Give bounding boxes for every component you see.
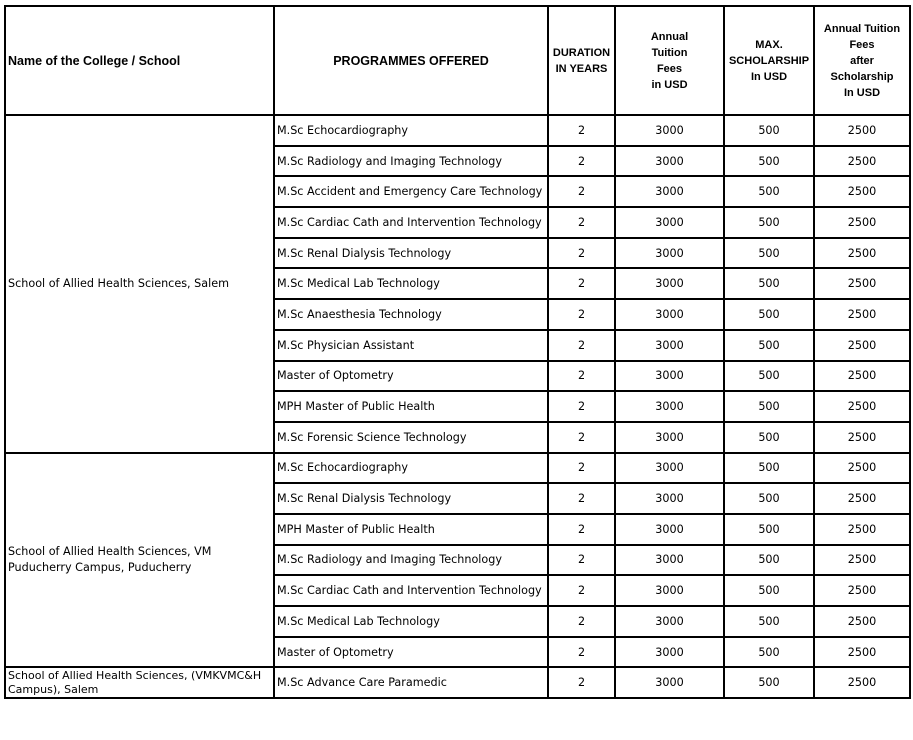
duration-cell: 2 bbox=[548, 115, 615, 146]
tuition-fees-cell: 3000 bbox=[615, 146, 724, 177]
tuition-fees-cell: 3000 bbox=[615, 330, 724, 361]
header-college: Name of the College / School bbox=[5, 6, 274, 115]
programme-cell: M.Sc Renal Dialysis Technology bbox=[274, 483, 548, 514]
programme-cell: M.Sc Echocardiography bbox=[274, 115, 548, 146]
fees-after-scholarship-cell: 2500 bbox=[814, 330, 910, 361]
fees-after-scholarship-cell: 2500 bbox=[814, 606, 910, 637]
scholarship-cell: 500 bbox=[724, 637, 814, 668]
header-text: MAX. bbox=[755, 38, 783, 51]
fees-after-scholarship-cell: 2500 bbox=[814, 637, 910, 668]
fees-after-scholarship-cell: 2500 bbox=[814, 176, 910, 207]
programme-cell: M.Sc Forensic Science Technology bbox=[274, 422, 548, 453]
header-text: In USD bbox=[750, 70, 788, 83]
header-fees bbox=[615, 6, 724, 115]
scholarship-cell: 500 bbox=[724, 514, 814, 545]
duration-cell: 2 bbox=[548, 453, 615, 484]
header-text: Annual bbox=[650, 30, 689, 43]
tuition-fees-cell: 3000 bbox=[615, 238, 724, 269]
header-text: Annual Tuition bbox=[823, 22, 901, 35]
scholarship-cell: 500 bbox=[724, 606, 814, 637]
programme-cell: M.Sc Medical Lab Technology bbox=[274, 606, 548, 637]
header-text: in USD bbox=[651, 78, 688, 91]
fees-after-scholarship-cell: 2500 bbox=[814, 391, 910, 422]
fees-after-scholarship-cell: 2500 bbox=[814, 299, 910, 330]
tuition-fees-cell: 3000 bbox=[615, 606, 724, 637]
duration-cell: 2 bbox=[548, 575, 615, 606]
duration-cell: 2 bbox=[548, 361, 615, 392]
scholarship-cell: 500 bbox=[724, 146, 814, 177]
duration-cell: 2 bbox=[548, 238, 615, 269]
fees-after-scholarship-cell: 2500 bbox=[814, 238, 910, 269]
header-text: Tuition bbox=[651, 46, 688, 59]
duration-cell: 2 bbox=[548, 299, 615, 330]
fees-after-scholarship-cell: 2500 bbox=[814, 207, 910, 238]
tuition-fees-cell: 3000 bbox=[615, 207, 724, 238]
programme-cell: M.Sc Medical Lab Technology bbox=[274, 268, 548, 299]
tuition-fees-cell: 3000 bbox=[615, 667, 724, 698]
tuition-fees-cell: 3000 bbox=[615, 545, 724, 576]
scholarship-cell: 500 bbox=[724, 176, 814, 207]
duration-cell: 2 bbox=[548, 545, 615, 576]
programme-cell: MPH Master of Public Health bbox=[274, 514, 548, 545]
header-text: Scholarship bbox=[830, 70, 894, 83]
fees-after-scholarship-cell: 2500 bbox=[814, 483, 910, 514]
tuition-fees-cell: 3000 bbox=[615, 176, 724, 207]
college-name-cell: School of Allied Health Sciences, (VMKVMC&H Campus), Salem bbox=[5, 667, 274, 698]
fees-after-scholarship-cell: 2500 bbox=[814, 453, 910, 484]
tuition-fees-cell: 3000 bbox=[615, 637, 724, 668]
duration-cell: 2 bbox=[548, 391, 615, 422]
programme-cell: Master of Optometry bbox=[274, 637, 548, 668]
scholarship-cell: 500 bbox=[724, 545, 814, 576]
programme-cell: M.Sc Physician Assistant bbox=[274, 330, 548, 361]
fees-after-scholarship-cell: 2500 bbox=[814, 514, 910, 545]
tuition-fees-cell: 3000 bbox=[615, 391, 724, 422]
fees-after-scholarship-cell: 2500 bbox=[814, 667, 910, 698]
college-name-cell: School of Allied Health Sciences, Salem bbox=[5, 115, 274, 453]
programme-cell: M.Sc Echocardiography bbox=[274, 453, 548, 484]
table-row bbox=[5, 115, 910, 146]
tuition-fees-cell: 3000 bbox=[615, 268, 724, 299]
scholarship-cell: 500 bbox=[724, 361, 814, 392]
duration-cell: 2 bbox=[548, 268, 615, 299]
duration-cell: 2 bbox=[548, 667, 615, 698]
programme-cell: Master of Optometry bbox=[274, 361, 548, 392]
tuition-fees-cell: 3000 bbox=[615, 483, 724, 514]
header-text: after bbox=[850, 54, 874, 67]
duration-cell: 2 bbox=[548, 146, 615, 177]
tuition-fees-cell: 3000 bbox=[615, 422, 724, 453]
header-duration bbox=[548, 6, 615, 115]
scholarship-cell: 500 bbox=[724, 330, 814, 361]
scholarship-cell: 500 bbox=[724, 575, 814, 606]
duration-cell: 2 bbox=[548, 514, 615, 545]
header-text: IN YEARS bbox=[555, 62, 608, 75]
duration-cell: 2 bbox=[548, 207, 615, 238]
fees-after-scholarship-cell: 2500 bbox=[814, 422, 910, 453]
college-name-cell: School of Allied Health Sciences, VM Puducherry Campus, Puducherry bbox=[5, 453, 274, 668]
scholarship-cell: 500 bbox=[724, 483, 814, 514]
scholarship-cell: 500 bbox=[724, 391, 814, 422]
fees-after-scholarship-cell: 2500 bbox=[814, 146, 910, 177]
header-text: In USD bbox=[843, 86, 881, 99]
tuition-fees-cell: 3000 bbox=[615, 361, 724, 392]
programme-cell: M.Sc Advance Care Paramedic bbox=[274, 667, 548, 698]
duration-cell: 2 bbox=[548, 176, 615, 207]
programme-cell: M.Sc Accident and Emergency Care Technology bbox=[274, 176, 548, 207]
fees-after-scholarship-cell: 2500 bbox=[814, 575, 910, 606]
programme-cell: M.Sc Cardiac Cath and Intervention Technology bbox=[274, 575, 548, 606]
scholarship-cell: 500 bbox=[724, 238, 814, 269]
header-text: SCHOLARSHIP bbox=[728, 54, 810, 67]
tuition-fees-cell: 3000 bbox=[615, 453, 724, 484]
duration-cell: 2 bbox=[548, 606, 615, 637]
duration-cell: 2 bbox=[548, 330, 615, 361]
table-row bbox=[5, 453, 910, 484]
header-fees-after-scholarship bbox=[814, 6, 910, 115]
programme-cell: M.Sc Anaesthesia Technology bbox=[274, 299, 548, 330]
header-row bbox=[5, 6, 910, 115]
tuition-fees-cell: 3000 bbox=[615, 299, 724, 330]
scholarship-cell: 500 bbox=[724, 667, 814, 698]
fees-after-scholarship-cell: 2500 bbox=[814, 545, 910, 576]
programme-cell: MPH Master of Public Health bbox=[274, 391, 548, 422]
fees-after-scholarship-cell: 2500 bbox=[814, 268, 910, 299]
header-text: Fees bbox=[656, 62, 683, 75]
fees-table bbox=[4, 5, 911, 699]
duration-cell: 2 bbox=[548, 637, 615, 668]
header-text: DURATION bbox=[552, 46, 611, 59]
header-scholarship bbox=[724, 6, 814, 115]
fees-after-scholarship-cell: 2500 bbox=[814, 115, 910, 146]
table-body bbox=[5, 115, 910, 698]
tuition-fees-cell: 3000 bbox=[615, 514, 724, 545]
programme-cell: M.Sc Renal Dialysis Technology bbox=[274, 238, 548, 269]
scholarship-cell: 500 bbox=[724, 207, 814, 238]
header-programme: PROGRAMMES OFFERED bbox=[274, 6, 548, 115]
scholarship-cell: 500 bbox=[724, 299, 814, 330]
tuition-fees-cell: 3000 bbox=[615, 575, 724, 606]
scholarship-cell: 500 bbox=[724, 422, 814, 453]
programme-cell: M.Sc Radiology and Imaging Technology bbox=[274, 545, 548, 576]
duration-cell: 2 bbox=[548, 422, 615, 453]
duration-cell: 2 bbox=[548, 483, 615, 514]
scholarship-cell: 500 bbox=[724, 268, 814, 299]
scholarship-cell: 500 bbox=[724, 453, 814, 484]
table-row bbox=[5, 667, 910, 698]
programme-cell: M.Sc Radiology and Imaging Technology bbox=[274, 146, 548, 177]
scholarship-cell: 500 bbox=[724, 115, 814, 146]
fees-after-scholarship-cell: 2500 bbox=[814, 361, 910, 392]
header-text: Fees bbox=[849, 38, 875, 51]
programme-cell: M.Sc Cardiac Cath and Intervention Technology bbox=[274, 207, 548, 238]
tuition-fees-cell: 3000 bbox=[615, 115, 724, 146]
